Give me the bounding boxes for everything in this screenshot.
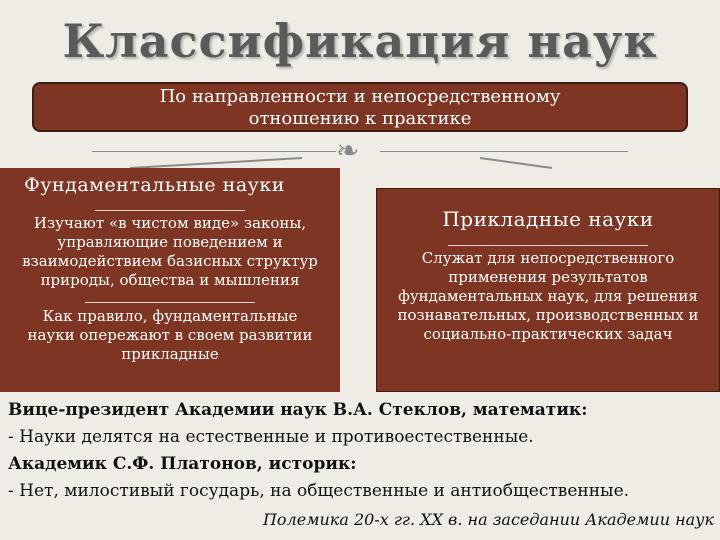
applied-desc-line: фундаментальных наук, для решения	[398, 287, 698, 305]
quote-platonov: - Нет, милостивый государь, на общественные и антиобщественные.	[8, 481, 630, 501]
fundamental-note-line: прикладные	[121, 345, 219, 363]
quote-speaker-platonov: Академик С.Ф. Платонов, историк:	[8, 454, 357, 474]
fundamental-heading: Фундаментальные науки	[24, 174, 285, 196]
slide-title: Классификация наук	[62, 14, 658, 68]
ornament-curl-icon: ❧	[336, 134, 360, 167]
fundamental-divider-1	[95, 210, 245, 211]
criterion-line-1: По направленности и непосредственному	[159, 86, 561, 107]
fundamental-desc-line: взаимодействием базисных структур	[22, 252, 318, 270]
applied-sciences-box	[376, 188, 720, 392]
applied-desc-line: познавательных, производственных и	[397, 306, 699, 324]
fundamental-note-line: Как правило, фундаментальные	[42, 307, 298, 325]
quote-source-caption: Полемика 20-х гг. XX в. на заседании Академии наук	[262, 510, 714, 529]
criterion-line-2: отношению к практике	[248, 108, 472, 129]
applied-divider	[448, 245, 648, 246]
fundamental-desc-line: природы, общества и мышления	[40, 271, 300, 289]
fundamental-desc-line: управляющие поведением и	[57, 233, 283, 251]
quote-speaker-steklov: Вице-президент Академии наук В.А. Стеклов, математик:	[8, 400, 588, 420]
fundamental-divider-2	[85, 302, 255, 303]
applied-desc-line: применения результатов	[448, 268, 648, 286]
branch-to-applied	[480, 158, 552, 168]
applied-heading: Прикладные науки	[442, 207, 654, 231]
applied-description	[377, 249, 719, 344]
quote-steklov: - Науки делятся на естественные и противоестественные.	[8, 427, 534, 447]
fundamental-note	[0, 307, 340, 364]
fundamental-desc-line: Изучают «в чистом виде» законы,	[33, 214, 307, 232]
applied-desc-line: социально-практических задач	[423, 325, 673, 343]
fundamental-sciences-box	[0, 168, 340, 392]
fundamental-description	[0, 214, 340, 290]
applied-desc-line: Служат для непосредственного	[421, 249, 675, 267]
branch-to-fundamental	[130, 158, 302, 168]
fundamental-note-line: науки опережают в своем развитии	[27, 326, 313, 344]
